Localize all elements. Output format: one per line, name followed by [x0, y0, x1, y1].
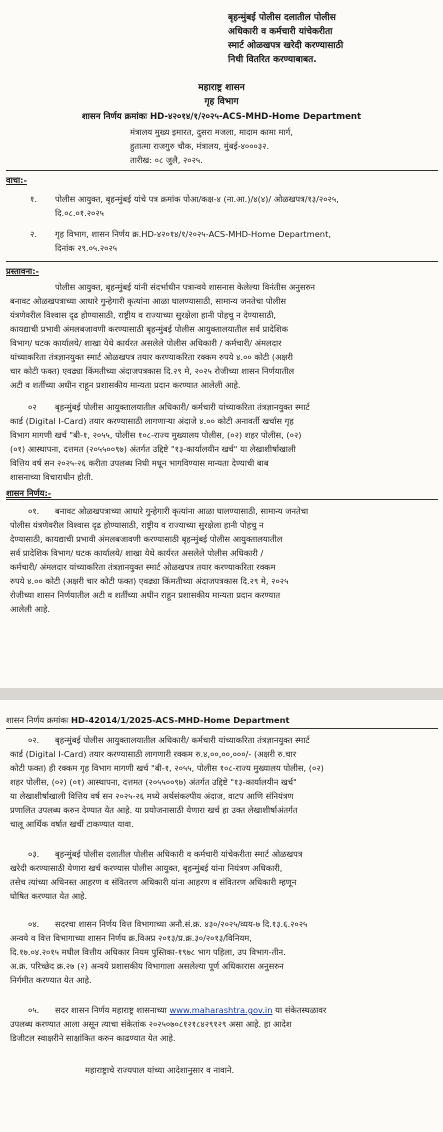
- paragraph-line: शहर पोलीस, (०२) (०१) आस्थापना, दत्तमत (२०५५००९७) अंतर्गत उद्दिष्टे "१३-कार्यालयीन खर्च": [10, 777, 297, 787]
- paragraph-line: या लेखाशीर्षाखाली वित्तिय वर्ष सन २०२५-२६ मध्ये अर्थसंकल्पीय अंदाज, वाटप आणि संनियंत्रण: [10, 791, 294, 801]
- paragraph-text: सदर शासन निर्णय महाराष्ट्र शासनाच्या: [55, 1005, 167, 1015]
- paragraph-line: (०१) आस्थापना, दत्तमत (२०५५००९७) अंतर्गत उद्दिष्टे "१३-कार्यालयीन खर्च" या लेखाशीर्षाखाली: [10, 444, 296, 454]
- paragraph-line: अटी व शर्तींच्या अधीन राहून प्रशासकीय मान्यता प्रदान करण्यात आलेली आहे.: [10, 380, 241, 390]
- paragraph-line: रोजीच्या शासन निर्णयातील अटी व शर्तींच्या अधीन राहून प्रशासकीय मान्यता प्रदान करण्यात: [10, 590, 281, 600]
- paragraph-line: अन्वये व वित्त विभागाच्या शासन निर्णय क्र.विअप्र २०१३/प्र.क्र.३०/२०१३/विनियम,: [10, 933, 252, 943]
- paragraph-line: कार्ड (Digital I-Card) तयार करण्यासाठी लागणाऱ्या अंदाजे ४.०० कोटी अनावर्ती खर्चास गृह: [10, 416, 294, 426]
- paragraph-line: कर्मचारी/ अंमलदार यांच्याकरिता तंत्रज्ञानयुक्त स्मार्ट ओळखपत्र तयार करण्याकरिता रक्कम: [10, 562, 276, 572]
- paragraph-line: शासनाच्या विचाराधीन होती.: [10, 472, 94, 482]
- decision-heading: शासन निर्णय:-: [6, 488, 52, 498]
- paragraph-number: ०२: [28, 402, 37, 412]
- reference-line: गृह विभाग, शासन निर्णय क्र.HD-४२०१४/१/२०२५-ACS-MHD-Home Department,: [55, 229, 331, 239]
- references-heading: वाचा:-: [6, 175, 27, 185]
- paragraph-line: पोलीस आयुक्त, बृहन्मुंबई यांनी संदर्भाधीन पत्रान्वये शासनास केलेल्या विनंतीस अनुसरुन: [55, 282, 316, 292]
- reference-number: २.: [30, 229, 37, 239]
- paragraph-line: प्रणालित उपलब्ध करुन देण्यात येत आहे. या प्रयोजनासाठी येणारा खर्च हा उक्त लेखाशीर्षाअंतर्गत: [10, 805, 298, 815]
- divider: [6, 499, 438, 500]
- paragraph-line: देण्यासाठी, कायद्याची प्रभावी अंमलबजावणी करण्यासाठी बृहन्मुंबई पोलीस आयुक्तालयातील: [10, 534, 283, 544]
- paragraph-number: ०३.: [28, 849, 40, 859]
- paragraph-line: वित्तिय वर्ष सन २०२५-२६ करीता उपलब्ध निधी मधून भागविण्यास मान्यता देण्याची बाब: [10, 458, 269, 468]
- paragraph-line: सदरचा शासन निर्णय वित्त विभागाच्या अनौ.सं.क्र. ४३०/२०२५/व्यय-७ दि.१३.६.२०२५: [55, 919, 308, 929]
- paragraph-line: सर्व प्रादेशिक विभाग/ घटक कार्यालये/ शाखा येथे कार्यरत असलेले पोलीस अधिकारी /: [10, 548, 264, 558]
- subject-line: बृहन्मुंबई पोलीस दलातील पोलीस: [228, 13, 336, 23]
- paragraph-number: ०५.: [28, 1005, 40, 1015]
- reference-line: पोलीस आयुक्त, बृहन्मुंबई यांचे पत्र क्रमांक पोआ/कक्ष-४ (ना.आ.)/४(४)/ ओळखपत्र/१३/२०२५,: [55, 194, 339, 204]
- address-line: मंत्रालय मुख्य इमारत, दुसरा मजला, मादाम कामा मार्ग,: [130, 127, 293, 137]
- paragraph-line: बृहन्मुंबई पोलीस आयुक्तालयातील अधिकारी/ कर्मचारी यांच्याकरिता तंत्रज्ञानयुक्त स्मार्ट: [55, 735, 310, 745]
- paragraph-line: खरेदी करण्यासाठी येणारा खर्च करण्यास पोलीस आयुक्त, बृहन्मुंबई यांना नियंत्रण अधिकारी,: [10, 863, 283, 873]
- page-header-number: HD-42014/1/2025-ACS-MHD-Home Department: [71, 715, 290, 725]
- gr-number: शासन निर्णय क्रमांकः HD-४२०१४/१/२०२५-ACS-MHD-Home Department: [81, 112, 362, 122]
- preamble-heading: प्रस्तावना:-: [6, 266, 39, 276]
- closing-line: महाराष्ट्राचे राज्यपाल यांच्या आदेशानुसार व नावाने.: [85, 1065, 235, 1075]
- address-line: हुतात्मा राजगुरु चौक, मंत्रालय, मुंबई-४०००३२.: [130, 141, 270, 151]
- document-page-2: [0, 700, 443, 1132]
- paragraph-line: [55, 1004, 326, 1017]
- page-header: [6, 714, 290, 727]
- paragraph-line: विभाग मागणी खर्च "बी-१, २०५५, पोलीस १०८-राज्य मुख्यालय पोलीस, (०२) शहर पोलीस, (०२): [10, 430, 302, 440]
- paragraph-line: कायद्याची प्रभावी अंमलबजावणी करण्यासाठी बृहन्मुंबई पोलीस आयुक्तालयातील सर्व प्रादेशिक: [10, 324, 288, 334]
- website-link[interactable]: www.maharashtra.gov.in: [169, 1005, 273, 1015]
- subject-line: स्मार्ट ओळखपत्र खरेदी करण्यासाठी: [228, 41, 344, 51]
- paragraph-line: बृहन्मुंबई पोलीस दलातील पोलीस अधिकारी व कर्मचारी यांचेकरीता स्मार्ट ओळखपत्र: [55, 849, 303, 859]
- subject-line: अधिकारी व कर्मचारी यांचेकरीता: [228, 27, 333, 37]
- paragraph-line: बृहन्मुंबई पोलीस आयुक्तालयातील अधिकारी/ कर्मचारी यांच्याकरिता तंत्रज्ञानयुक्त स्मार्ट: [55, 402, 310, 412]
- paragraph-number: ०२.: [28, 735, 40, 745]
- reference-line: दिनांक २९.०५.२०२५: [55, 243, 118, 253]
- paragraph-line: यंत्रणेवरील विश्वास दृढ होण्यासाठी, राष्ट्रीय व राज्याच्या सुरक्षेला हानी पोहचु न देण्यासाठी,: [10, 310, 277, 320]
- paragraph-number: ०४.: [28, 919, 40, 929]
- paragraph-line: चार कोटी फक्त) एवढ्या किंमतीच्या अंदाजपत्रकास दि.२९ मे, २०२५ रोजीच्या शासन निर्णयातील: [10, 366, 295, 376]
- paragraph-line: डिजीटल स्वाक्षरीने साक्षांकित करुन काढण्यात येत आहे.: [10, 1033, 176, 1043]
- department-name: गृह विभाग: [204, 97, 239, 107]
- gr-date: तारीख: ०८ जुलै, २०२५.: [130, 155, 203, 165]
- paragraph-line: पोलीस यंत्रणेवरील विश्वास दृढ होण्यासाठी, राष्ट्रीय व राज्याच्या सुरक्षेला हानी पोहचु न: [10, 520, 264, 530]
- paragraph-line: यांच्याकरिता तंत्रज्ञानयुक्त स्मार्ट ओळखपत्र तयार करण्याकरिता रक्कम रुपये ४.०० कोटी (अक्षरी: [10, 352, 293, 362]
- paragraph-line: तसेच त्यांच्या अधिनस्त आहरण व संवितरण अधिकारी यांना आहरण व संवितरण अधिकारी म्हणून: [10, 877, 297, 887]
- page-header-prefix: शासन निर्णय क्रमांकः: [6, 715, 69, 725]
- government-name: महाराष्ट्र शासन: [198, 83, 245, 93]
- page-separator: [0, 688, 443, 700]
- paragraph-line: कोटी फक्त) ही रक्कम गृह विभाग मागणी खर्च "बी-१, २०५५, पोलीस १०८-राज्य मुख्यालय पोलीस, (०२): [10, 763, 324, 773]
- paragraph-line: चालू आर्थिक वर्षात खर्ची टाकण्यात यावा.: [10, 819, 134, 829]
- paragraph-line: बनावट ओळखपत्राच्या आधारे गुन्हेगारी कृत्यांना आळा घालण्यासाठी, सामान्य जनतेचा: [55, 506, 309, 516]
- reference-number: १.: [30, 194, 37, 204]
- paragraph-line: घोषित करण्यात येत आहे.: [10, 891, 88, 901]
- paragraph-line: उपलब्ध करण्यात आला असून त्याचा संकेतांक २०२५०७०८१२१८४२९१२९ असा आहे. हा आदेश: [10, 1019, 292, 1029]
- subject-line: निधी वितरित करण्याबाबत.: [228, 55, 317, 65]
- reference-line: दि.०८.०१.२०२५: [55, 208, 104, 218]
- paragraph-line: निर्गमीत करण्यात येत आहे.: [10, 975, 92, 985]
- paragraph-line: कार्ड (Digital I-Card) तयार करण्यासाठी लागणारी रक्कम रु.४,००,००,०००/- (अक्षरी रु.चार: [10, 749, 297, 759]
- paragraph-line: आलेली आहे.: [10, 604, 51, 614]
- paragraph-line: दि.१७.०४.२०१५ मधील वित्तीय अधिकार नियम पुस्तिका-१९७८ भाग पहिला, उप विभाग-तीन.: [10, 947, 286, 957]
- paragraph-number: ०१.: [28, 506, 40, 516]
- paragraph-text: या संकेतस्थळावर: [275, 1005, 327, 1015]
- paragraph-line: बनावट ओळखपत्राच्या आधारे गुन्हेगारी कृत्यांना आळा घालण्यासाठी, सामान्य जनतेचा पोलीस: [10, 296, 286, 306]
- paragraph-line: रुपये ४.०० कोटी (अक्षरी चार कोटी फक्त) एवढ्या किंमतीच्या अंदाजपत्रकास दि.२९ मे, २०२५: [10, 576, 289, 586]
- paragraph-line: अ.क्र. परिच्छेद क्र.२७ (२) अन्वये प्रशासकीय विभागाला असलेल्या पूर्ण अधिकारास अनुसरुन: [10, 961, 284, 971]
- divider: [6, 261, 438, 262]
- divider: [6, 170, 438, 171]
- divider: [6, 728, 438, 729]
- paragraph-line: विभाग/ घटक कार्यालये/ शाखा येथे कार्यरत असलेले पोलीस अधिकारी / कर्मचारी/ अंमलदार: [10, 338, 282, 348]
